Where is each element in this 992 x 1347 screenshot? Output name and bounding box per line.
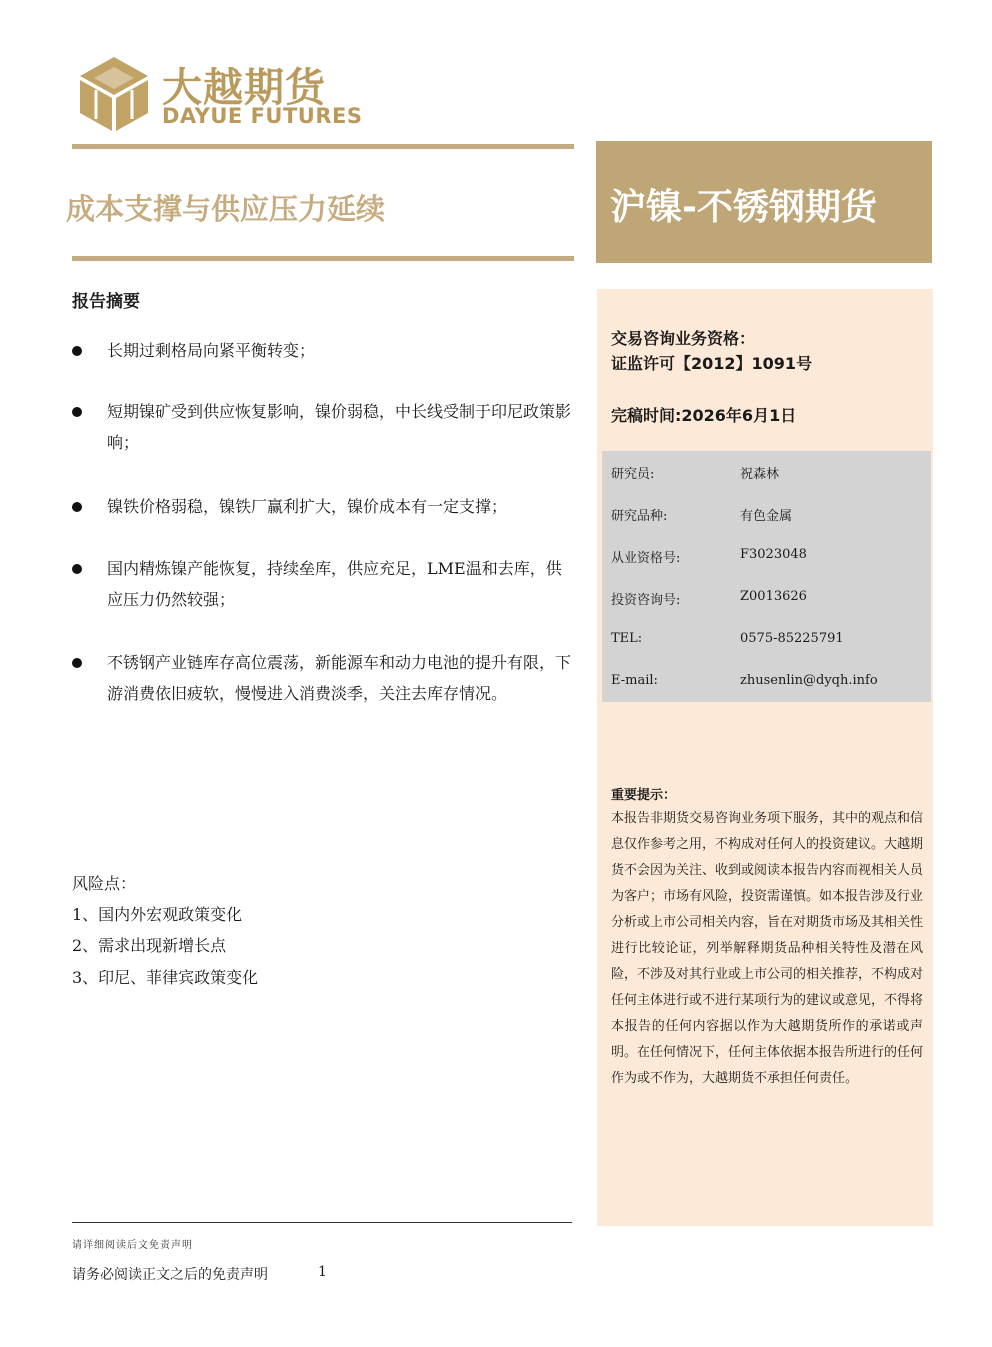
summary-bullet: 国内精炼镍产能恢复，持续垒库，供应充足，LME温和去库，供应压力仍然较强；: [72, 553, 576, 615]
analyst-info-table: [602, 451, 931, 702]
logo-name: 大越期货: [162, 65, 326, 111]
bullet-dot-icon: [72, 564, 82, 574]
title-banner: [596, 141, 932, 263]
info-row: E-mail: zhusenlin@dyqh.info: [611, 673, 878, 688]
report-subtitle: 成本支撑与供应压力延续: [66, 192, 386, 226]
summary-bullet: 不锈钢产业链库存高位震荡，新能源车和动力电池的提升有限，下游消费依旧疲软，慢慢进入消费淡季，关注去库存情况。: [72, 647, 576, 709]
risk-heading: 风险点：: [72, 874, 137, 893]
license-number: 证监许可【2012】1091号: [611, 354, 813, 373]
top-divider: [72, 144, 574, 149]
page-number: 1: [318, 1264, 327, 1280]
risk-item: 2、需求出现新增长点: [72, 936, 227, 955]
notice-body: 本报告非期货交易咨询业务项下服务，其中的观点和信息仅作参考之用，不构成对任何人的投资建议。大越期货不会因为关注、收到或阅读本报告内容而视相关人员为客户；市场有风险，投资需谨慎。如本报告涉及行业分析或上市公司相关内容，旨在对期货市场及其相关性进行比较论证，列举解释期货品种相关特性及潜在风险，不涉及对其行业或上市公司的相关推荐，不构成对任何主体进行或不进行某项行为的建议或意见，不得将本报告的任何内容据以作为大越期货所作的承诺或声明。在任何情况下，任何主体依据本报告所进行的任何作为或不作为，大越期货不承担任何责任。: [611, 811, 924, 1086]
bullet-dot-icon: [72, 502, 82, 512]
notice-title: 重要提示：: [611, 788, 677, 803]
bullet-dot-icon: [72, 407, 82, 417]
info-row: 研究员: 祝森林: [611, 467, 780, 482]
risk-item: 1、国内外宏观政策变化: [72, 905, 243, 924]
bullet-dot-icon: [72, 658, 82, 668]
footer-disclaimer-small: 请详细阅读后文免责声明: [72, 1240, 193, 1251]
info-row: 研究品种: 有色金属: [611, 509, 793, 524]
completion-date: 完稿时间:2026年6月1日: [611, 406, 797, 425]
summary-bullet: 镍铁价格弱稳，镍铁厂赢利扩大，镍价成本有一定支撑；: [72, 491, 576, 522]
summary-bullet: 长期过剩格局向紧平衡转变；: [72, 335, 576, 366]
footer-disclaimer: 请务必阅读正文之后的免责声明: [72, 1267, 268, 1283]
qualification-label: 交易咨询业务资格：: [611, 329, 756, 348]
bullet-dot-icon: [72, 346, 82, 356]
info-row: TEL: 0575-85225791: [611, 631, 844, 646]
info-row: 从业资格号: F3023048: [611, 547, 807, 566]
logo-english-name: DAYUE FUTURES: [162, 104, 363, 128]
mid-divider: [72, 256, 574, 261]
logo-mark: [78, 55, 150, 133]
risk-item: 3、印尼、菲律宾政策变化: [72, 968, 259, 987]
info-row: 投资咨询号: Z0013626: [611, 589, 807, 608]
summary-bullet: 短期镍矿受到供应恢复影响，镍价弱稳，中长线受制于印尼政策影响；: [72, 396, 576, 458]
footer-divider: [72, 1222, 572, 1223]
report-title: 沪镍-不锈钢期货: [610, 187, 877, 228]
email-link[interactable]: zhusenlin@dyqh.info: [740, 673, 878, 688]
summary-heading: 报告摘要: [72, 292, 140, 312]
